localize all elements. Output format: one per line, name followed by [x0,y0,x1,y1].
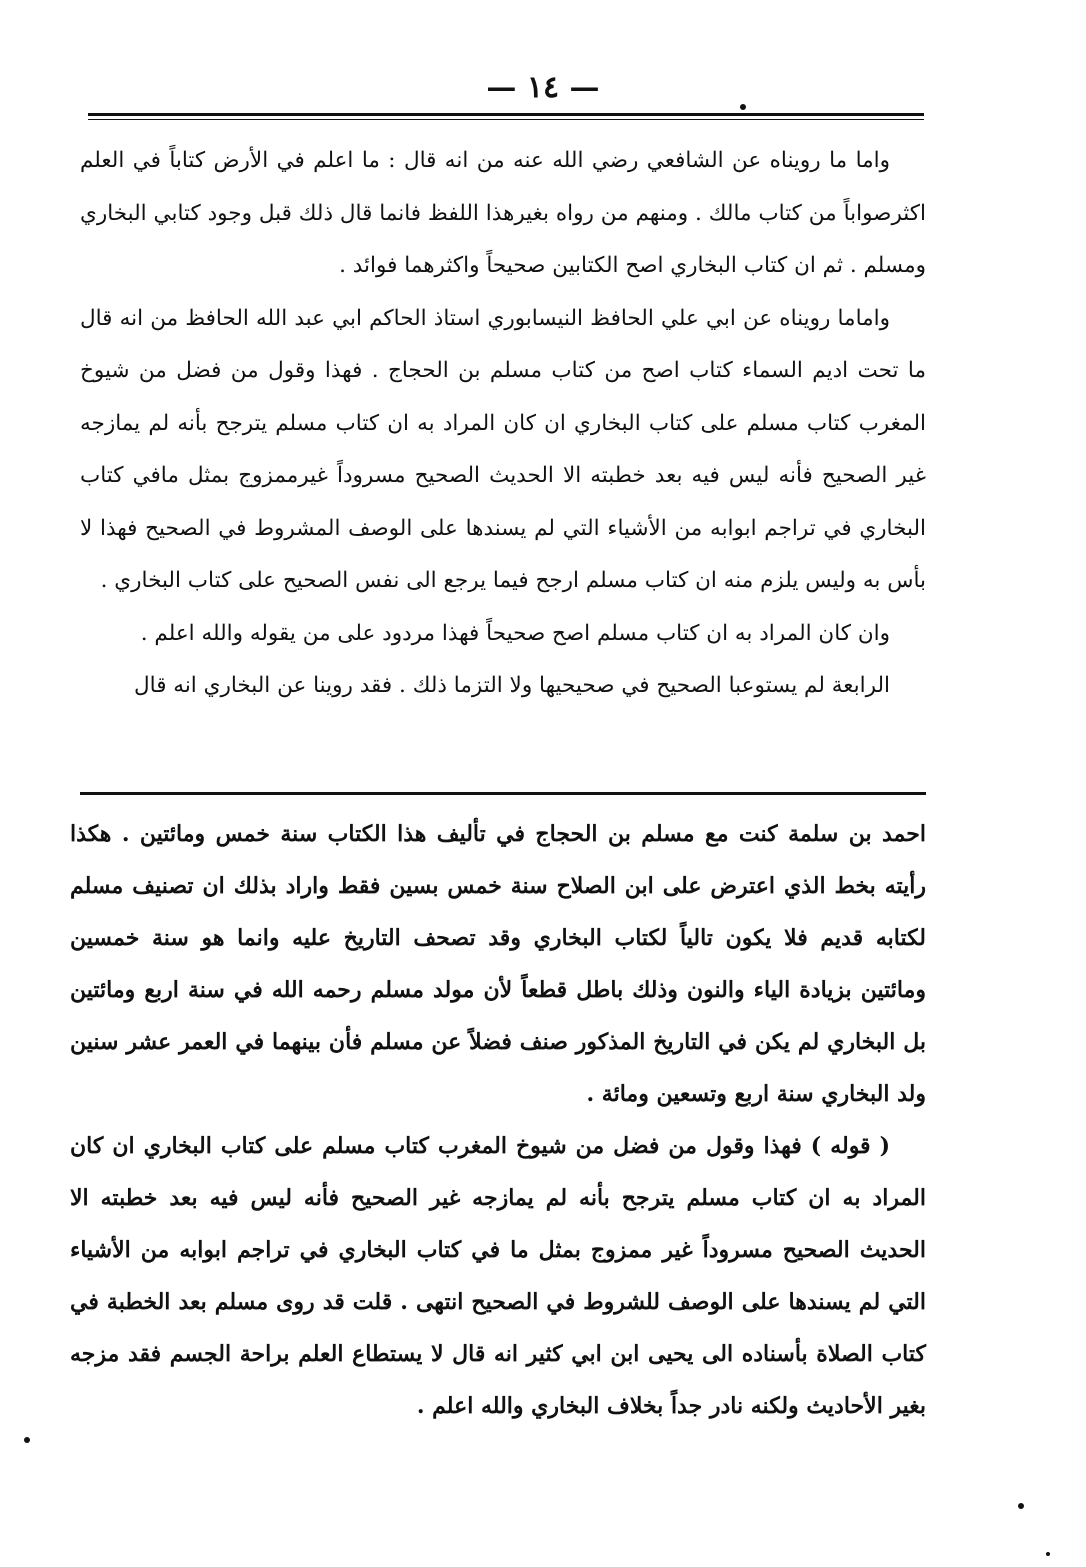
page-number: — ١٤ — [486,70,600,105]
header-rule [88,113,924,116]
main-paragraph: واما ما رويناه عن الشافعي رضي الله عنه من انه قال : ما اعلم في الأرض كتاباً في العلم اكثرصواباً من كتاب مالك . ومنهم من رواه بغيرهذا اللفظ فانما قال ذلك قبل وجود كتابي البخاري ومسلم . ثم ان كتاب البخاري اصح الكتابين صحيحاً واكثرهما فوائد . [80,148,926,278]
speck-mark [1018,1503,1024,1509]
speck-mark [1046,1552,1050,1556]
footnote-separator [80,792,926,795]
main-text-block [80,135,926,713]
main-paragraph: واماما رويناه عن ابي علي الحافظ النيسابوري استاذ الحاكم ابي عبد الله الحافظ من انه قال ما تحت اديم السماء كتاب اصح من كتاب مسلم بن الحجاج . فهذا وقول من فضل من شيوخ المغرب كتاب مسلم على كتاب البخاري ان كان المراد به ان كتاب مسلم يترجح بأنه لم يمازجه غير الصحيح فأنه ليس فيه بعد خطبته الا الحديث الصحيح مسروداً غيرممزوج بمثل مافي كتاب البخاري في تراجم ابوابه من الأشياء التي لم يسندها على الوصف المشروط في الصحيح فهذا لا بأس به وليس يلزم منه ان كتاب مسلم ارجح فيما يرجع الى نفس الصحيح على كتاب البخاري . [80,305,926,593]
speck-mark [24,1437,30,1443]
notes-text-block [70,808,926,1432]
note-paragraph: ( قوله ) فهذا وقول من فضل من شيوخ المغرب كتاب مسلم على كتاب البخاري ان كان المراد به ان كتاب مسلم يترجح بأنه لم يمازجه غير الصحيح فأنه ليس فيه بعد خطبته الا الحديث الصحيح مسروداً غير ممزوج بمثل ما في كتاب البخاري في تراجم ابوابه من الأشياء التي لم يسندها على الوصف للشروط في الصحيح انتهى . قلت قد روى مسلم بعد الخطبة في كتاب الصلاة بأسناده الى يحيى ابن ابي كثير انه قال لا يستطاع العلم براحة الجسم فقد مزجه بغير الأحاديث ولكنه نادر جداً بخلاف البخاري والله اعلم . [70,1133,926,1419]
note-paragraph: احمد بن سلمة كنت مع مسلم بن الحجاج في تأليف هذا الكتاب سنة خمس ومائتين . هكذا رأيته بخط الذي اعترض على ابن الصلاح سنة خمس بسين فقط واراد بذلك ان تصنيف مسلم لكتابه قديم فلا يكون تالياً لكتاب البخاري وقد تصحف التاريخ عليه وانما هو سنة خمسين ومائتين بزيادة الياء والنون وذلك باطل قطعاً لأن مولد مسلم رحمه الله في سنة اربع ومائتين بل البخاري لم يكن في التاريخ المذكور صنف فضلاً عن مسلم فأن بينهما في العمر عشر سنين ولد البخاري سنة اربع وتسعين ومائة . [70,821,926,1107]
main-paragraph: وان كان المراد به ان كتاب مسلم اصح صحيحاً فهذا مردود على من يقوله والله اعلم . [140,620,890,646]
header-rule-thin [88,119,924,120]
main-paragraph: الرابعة لم يستوعبا الصحيح في صحيحيها ولا التزما ذلك . فقد روينا عن البخاري انه قال [134,673,890,698]
speck-mark [740,104,746,110]
